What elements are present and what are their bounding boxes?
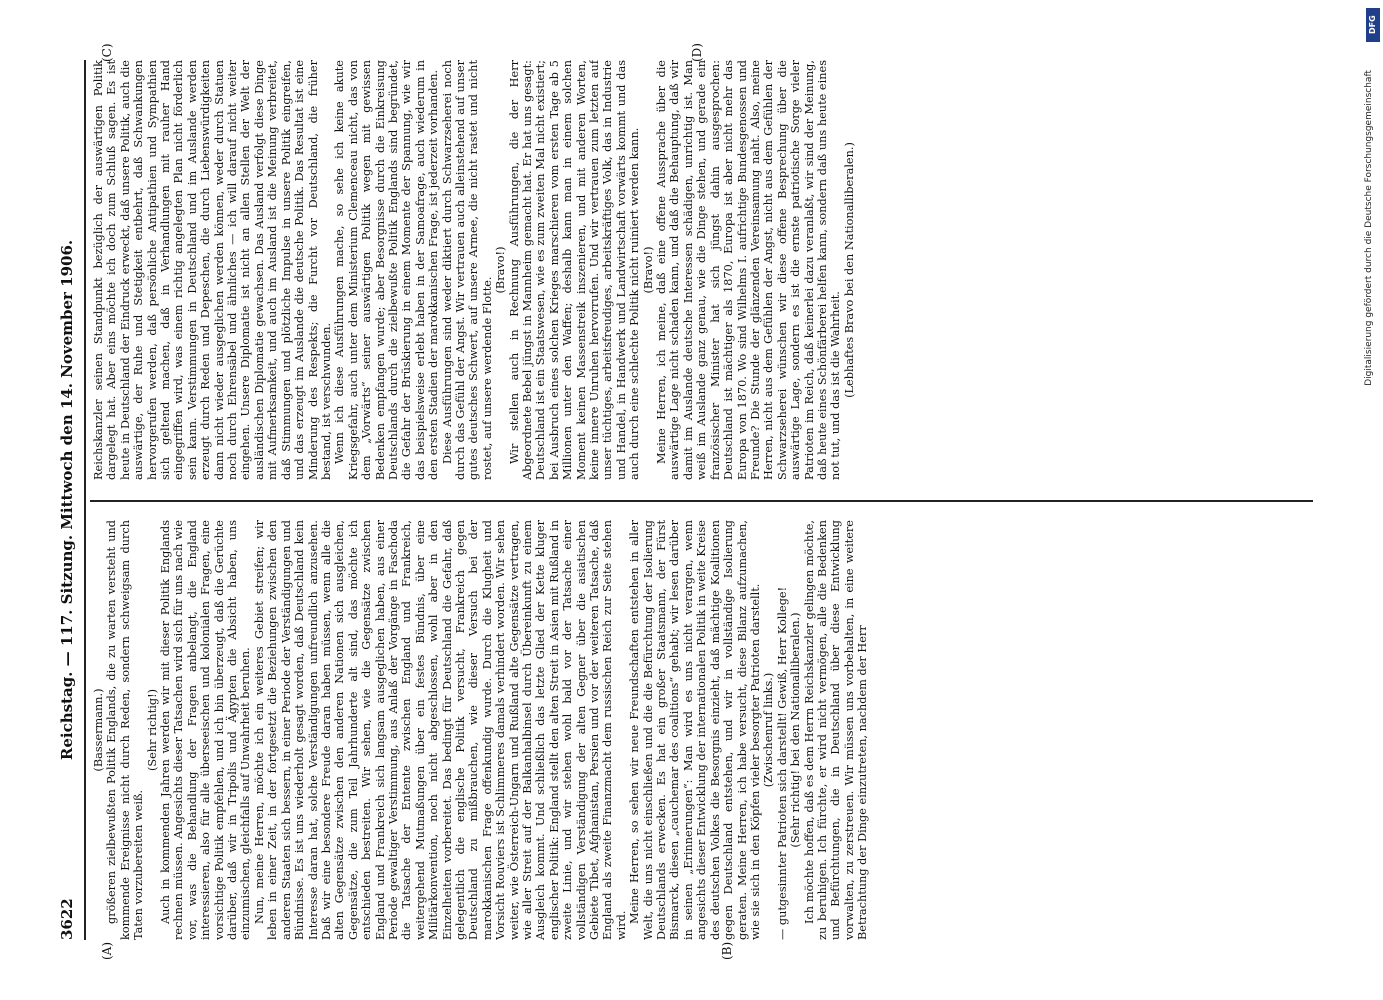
paragraph: Diese Ausführungen sind weder diktiert durch Schwarzseherei noch durch das Gefühl der Angst. Wir vertrauen auch alleinstehend auf unser gutes deutsches Schwert, auf unsere Armee, die nicht rastet und nicht rostet, auf unsere werdende Flotte. [440, 60, 494, 480]
paragraph: (Zwischenruf links.) [762, 672, 776, 788]
paragraph: (Sehr richtig! bei den Nationalliberalen.) [789, 612, 803, 848]
page-number: 3622 [58, 898, 76, 940]
margin-mark-a: (A) [100, 941, 114, 960]
paragraph: Meine Herren, ich meine, daß eine offene Aussprache über die auswärtige Lage nicht schaden kann, und daß die Behauptung, daß wir damit im Auslande deutsche Interessen schädigen, unrichtig ist. Man weiß im Auslande ganz genau, wie die Dinge stehen, und gerade ein französischer Minister hat sich jüngst dahin ausgesprochen: Deutschland ist mächtiger als 1870, Europa ist aber nicht mehr das Europa von 1870. Wo sind Wilhelms I. aufrichtige Bundesgenossen und Freunde? Die Stunde der glänzenden Vereinsamung naht. Also, meine Herren, nicht aus dem Gefühlen der Angst, nicht aus dem Gefühlen der Schwarzseherei wünschen wir diese offene Besprechung über die auswärtige Lage, sondern es ist die ernste patriotische Sorge vieler Patrioten im Reich, daß keinerlei dazu veranlaßt, wir sind der Meinung, daß heute eines Schönfärberei helfen kann, sondern daß uns heute eines not tut, und das ist die Wahrheit. [655, 60, 843, 480]
paragraph: Auch in kommenden Jahren werden wir mit dieser Politik Englands rechnen müssen. Angesichts dieser Tatsachen wird sich für uns nach wie vor, was die Behandlung der Fragen anbelangt, die England interessieren, also für alle überseeischen und kolonialen Fragen, eine vorsichtige Politik empfehlen, und ich bin überzeugt, daß die Gerüchte darüber, daß wir in Tripolis und Ägypten die Absicht haben, uns einzumischen, gleichfalls auf Unwahrheit beruhen. [159, 520, 253, 940]
paragraph: Wir stellen auch in Rechnung Ausführungen, die der Herr Abgeordnete Bebel jüngst in Mannheim gemacht hat. Er hat uns gesagt: Deutschland ist ein Staatswesen, wie es zum zweiten Mal nicht existiert; bei Ausbruch eines solchen Krieges marschieren vom ersten Tage ab 5 Millionen unter den Waffen; deshalb kann man in einem solchen Moment keinen Massenstreik inszenieren, und mit anderen Worten, keine innere Unruhen hervorrufen. Und wir vertrauen zum letzten auf unser tüchtiges, arbeitsfreudiges, arbeitskräftiges Volk, das in Industrie und Handel, in Handwerk und Landwirtschaft vorwärts kommt und das auch durch eine schlechte Politik nicht ruiniert werden kann. [507, 60, 642, 480]
credit-strip [1362, 0, 1380, 1000]
paragraph: — gutgesinnter Patrioten sich darstellt! Gewiß, Herr Kollege! [775, 586, 789, 940]
margin-mark-c: (C) [100, 43, 114, 62]
paragraph: (Bravo!) [641, 246, 655, 294]
credit-text: Digitalisierung gefördert durch die Deutsche Forschungsgemeinschaft [1364, 70, 1374, 386]
paragraph: (Sehr richtig!) [145, 688, 159, 772]
left-column [92, 520, 1313, 940]
page-header [58, 60, 82, 940]
paragraph: Meine Herren, so sehen wir neue Freundschaften entstehen in aller Welt, die uns nicht einschließen und die die Befürchtung der Isolierung Deutschlands erwecken. Es hat ein großer Staatsmann, der Fürst Bismarck, diesen „cauchemar des coalitions“ gehabt; wir lesen darüber in seinen „Erinnerungen“: Man wird es uns nicht verargen, wenn angesichts dieser Entwicklung der internationalen Politik in weite Kreise des deutschen Volkes die Besorgnis einzieht, daß mächtige Koalitionen gegen Deutschland entstehen, und wir in vollständige Isolierung geraten. Meine Herren, ich habe versucht, diese Bilanz aufzumachen, wie sie sich in den Köpfen vieler besorgter Patrioten darstellt. [628, 520, 762, 940]
paragraph: (Lebhaftes Bravo bei den Nationalliberalen.) [842, 142, 856, 398]
paragraph: (Bravo!) [494, 246, 508, 294]
page-title: Reichstag. — 117. Sitzung. Mittwoch den 14. November 1906. [58, 239, 76, 761]
paragraph: Ich möchte hoffen, daß es dem Herrn Reichskanzler gelingen möchte, zu beruhigen. Ich fürchte, er wird nicht vermögen, alle die Bedenken und Befürchtungen, die in Deutschland über diese Entwicklung vorwalten, zu zerstreuen. Wir müssen uns vorbehalten, in eine weitere Betrachtung der Dinge einzutreten, nachdem der Herr [802, 520, 870, 940]
margin-mark-b: (B) [720, 941, 734, 960]
paragraph: Wenn ich diese Ausführungen mache, so sehe ich keine akute Kriegsgefahr, auch unter dem Ministerium Clemenceau nicht, das von dem „Vorwärts“ seiner auswärtigen Politik wegen mit gewissen Bedenken empfangen wurde; aber Besorgnisse durch die Einkreisung Deutschlands durch die zielbewußte Politik Englands sind begründet, die Gefahr der Brüskierung in einem Momente der Spannung, wie wir das beispielsweise erlebt haben in der Samoafrage, auch wiederum in den ersten Stadien der marokkanischen Frage, ist jederzeit vorhanden. [333, 60, 441, 480]
dfg-logo: DFG [1366, 8, 1380, 42]
right-column [92, 60, 1313, 480]
paragraph: (Bassermann.) [92, 688, 105, 772]
paragraph: Nun, meine Herren, möchte ich ein weiteres Gebiet streifen; wir leben in einer Zeit, in der fortgesetzt die Beziehungen zwischen den anderen Staaten sich bessern, in einer Periode der Verständigungen und Bündnisse. Es ist uns wiederholt gesagt worden, daß Deutschland kein Interesse daran hat, solche Verständigungen unfreundlich anzusehen. Daß wir eine besondere Freude daran haben müssen, wenn alle die alten Gegensätze zwischen den anderen Nationen sich ausgleichen, Gegensätze, die zum Teil Jahrhunderte alt sind, das möchte ich entschieden bestreiten. Wir sehen, wie die Gegensätze zwischen England und Frankreich sich langsam ausgeglichen haben, aus einer Periode gewaltiger Verstimmung, aus Anlaß der Vorgänge in Faschoda die Tatsache der Entente zwischen England und Frankreich, weitergehend Mutmaßungen über ein festes Bündnis, über eine Militärkonvention, noch nicht abgeschlossen, wohl aber in den Einzelheiten vorbereitet. Das bedingt für Deutschland die Gefahr, daß gelegentlich die englische Politik versucht, Frankreich gegen Deutschland zu mißbrauchen, wie dieser Versuch bei der marokkanischen Frage offenkundig wurde. Durch die Klugheit und Vorsicht Rouviers ist Schlimmeres damals verhindert worden. Wir sehen weiter, wie Österreich-Ungarn und Rußland alte Gegensätze vertragen, wie aller Streit auf der Balkanhalbinsel durch Übereinkunft zu einem Ausgleich kommt. Und schließlich das letzte Glied der Kette kluger englischer Politik: England stellt den alten Streit in Asien mit Rußland in zweite Linie, und wir stehen wohl bald vor der Tatsache einer vollständigen Verständigung der alten Gegner über die asiatischen Gebiete Tibet, Afghanistan, Persien und vor der weiteren Tatsache, daß England als zweite Finanzmacht dem russischen Reich zur Seite stehen wird. [252, 520, 628, 940]
paragraph: Reichskanzler seinen Standpunkt bezüglich der auswärtigen Politik dargelegt hat. Aber eins möchte ich doch zum Schluß sagen. Es ist heute in Deutschland der Eindruck erweckt, daß unsere Politik, auch die auswärtige, der Ruhe und Stetigkeit entbehrt, daß Schwankungen hervorgerufen werden, daß persönliche Antipathien und Sympathien sich geltend machen, daß in Verhandlungen mit rauher Hand eingegriffen wird, was einem richtig angelegten Plan nicht förderlich sein kann. Verstimmungen in Deutschland und im Auslande werden erzeugt durch Reden und Depeschen, die durch Liebenswürdigkeiten dann nicht wieder ausgeglichen werden können, weder durch Statuen noch durch Ehrensäbel und ähnliches — ich will darauf nicht weiter eingehen. Unsere Diplomatie ist nicht an allen Stellen der Welt der ausländischen Diplomatie gewachsen. Das Ausland verfolgt diese Dinge mit Aufmerksamkeit, und auch im Ausland ist die Meinung verbreitet, daß Stimmungen und plötzliche Impulse in unsere Politik eingreifen, und das erzeugt im Auslande die deutsche Politik. Das Resultat ist eine Minderung des Respekts; die Furcht vor Deutschland, die früher bestand, ist verschwunden. [92, 60, 333, 480]
column-separator [90, 500, 1313, 502]
header-rule [84, 60, 86, 940]
paragraph: größeren zielbewußten Politik Englands, die zu warten versteht und kommende Ereignisse nicht durch Reden, sondern schweigsam durch Taten vorzubereiten weiß. [105, 520, 146, 940]
margin-mark-d: (D) [690, 43, 704, 62]
